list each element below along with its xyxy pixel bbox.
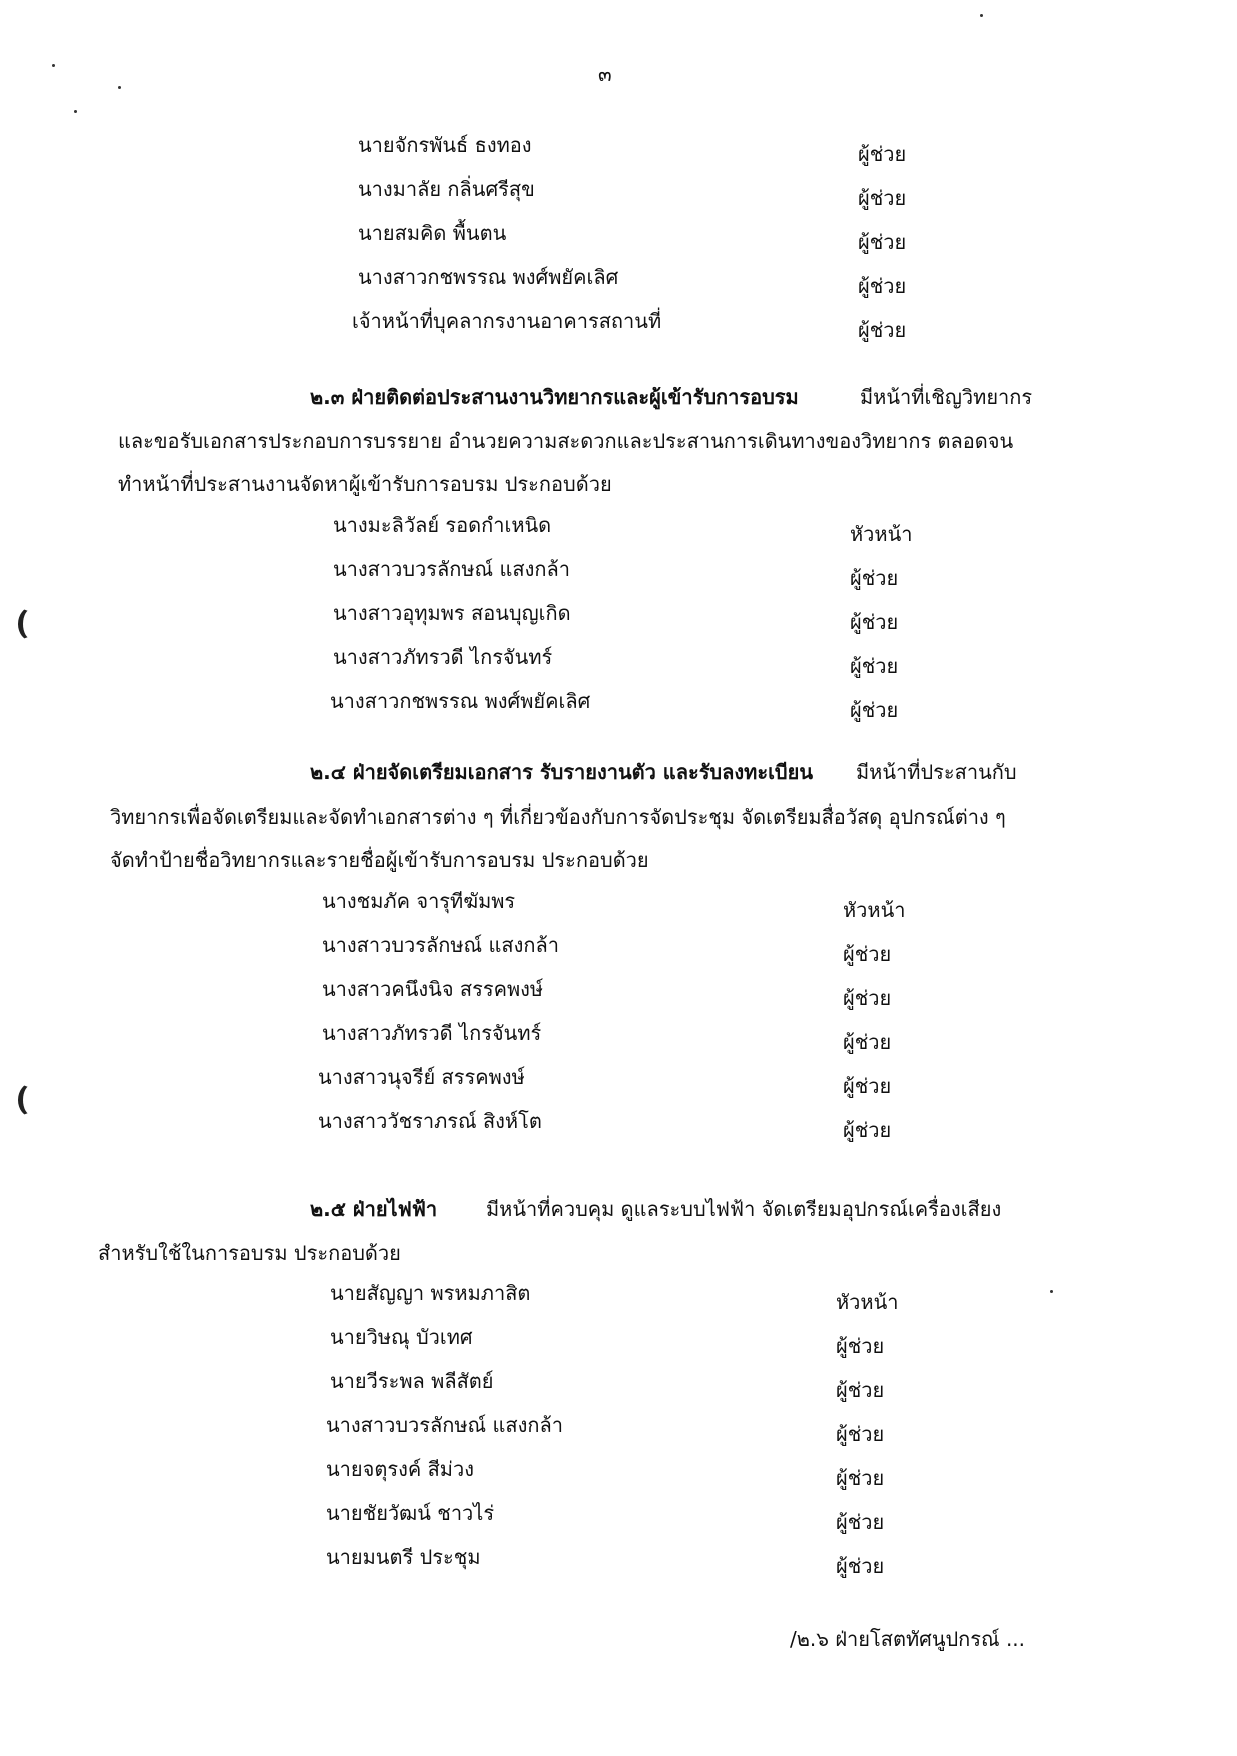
section-text: มีหน้าที่เชิญวิทยากร [860, 385, 1033, 409]
member-role: หัวหน้า [850, 522, 913, 546]
member-name: นางสาวบวรลักษณ์ แสงกล้า [322, 933, 559, 957]
member-name: นางสาวกชพรรณ พงศ์พยัคเลิศ [330, 689, 591, 713]
scan-speck [980, 14, 983, 17]
member-name: นางมะลิวัลย์ รอดกำเหนิด [333, 513, 552, 537]
scan-speck [74, 110, 77, 113]
member-name: นางสาววัชราภรณ์ สิงห์โต [318, 1109, 542, 1133]
member-name: นางสาวภัทรวดี ไกรจันทร์ [322, 1021, 542, 1045]
member-name: นายชัยวัฒน์ ชาวไร่ [326, 1501, 495, 1525]
section-text: วิทยากรเพื่อจัดเตรียมและจัดทำเอกสารต่าง ๆ ที่เกี่ยวข้องกับการจัดประชุม จัดเตรียมสื่อวัสดุ อุปกรณ์ต่าง ๆ [110, 805, 1006, 829]
member-role: ผู้ช่วย [850, 698, 899, 722]
member-name: นายวีระพล พลีสัตย์ [330, 1369, 494, 1393]
section-text: ทำหน้าที่ประสานงานจัดหาผู้เข้ารับการอบรม ประกอบด้วย [118, 472, 612, 496]
member-role: หัวหน้า [836, 1290, 899, 1314]
page-number: ๓ [598, 62, 612, 86]
member-role: ผู้ช่วย [836, 1422, 885, 1446]
member-name: นายจตุรงค์ สีม่วง [326, 1457, 474, 1481]
scan-speck [52, 64, 55, 67]
member-role: ผู้ช่วย [836, 1510, 885, 1534]
member-name: นางมาลัย กลิ่นศรีสุข [358, 177, 535, 201]
member-name: นายสมคิด พื้นตน [358, 221, 507, 245]
member-name: นายวิษณุ บัวเทศ [330, 1325, 473, 1349]
member-name: นางสาวกชพรรณ พงศ์พยัคเลิศ [358, 265, 619, 289]
member-role: ผู้ช่วย [836, 1554, 885, 1578]
section-text: สำหรับใช้ในการอบรม ประกอบด้วย [98, 1241, 401, 1265]
member-role: ผู้ช่วย [843, 986, 892, 1010]
member-role: ผู้ช่วย [858, 274, 907, 298]
member-name: นางสาวคนึงนิจ สรรคพงษ์ [322, 977, 544, 1001]
member-role: หัวหน้า [843, 898, 906, 922]
member-name: นายสัญญา พรหมภาสิต [330, 1281, 531, 1305]
member-name: นางสาวอุทุมพร สอนบุญเกิด [333, 601, 571, 625]
section-text: มีหน้าที่ควบคุม ดูแลระบบไฟฟ้า จัดเตรียมอุปกรณ์เครื่องเสียง [486, 1197, 1002, 1221]
member-name: นางชมภัค จารุทีฆัมพร [322, 889, 516, 913]
member-role: ผู้ช่วย [850, 654, 899, 678]
member-role: ผู้ช่วย [843, 1118, 892, 1142]
member-name: นายมนตรี ประชุม [326, 1545, 481, 1569]
member-name: เจ้าหน้าที่บุคลากรงานอาคารสถานที่ [352, 309, 662, 333]
member-role: ผู้ช่วย [858, 318, 907, 342]
member-role: ผู้ช่วย [850, 610, 899, 634]
member-role: ผู้ช่วย [858, 142, 907, 166]
member-role: ผู้ช่วย [858, 186, 907, 210]
punch-hole-mark [18, 607, 45, 641]
member-role: ผู้ช่วย [850, 566, 899, 590]
member-name: นางสาวนุจรีย์ สรรคพงษ์ [318, 1065, 525, 1089]
member-role: ผู้ช่วย [858, 230, 907, 254]
member-name: นางสาวบวรลักษณ์ แสงกล้า [326, 1413, 563, 1437]
section-text: มีหน้าที่ประสานกับ [856, 760, 1017, 784]
member-role: ผู้ช่วย [836, 1466, 885, 1490]
member-role: ผู้ช่วย [836, 1378, 885, 1402]
member-role: ผู้ช่วย [836, 1334, 885, 1358]
section-heading-2-3: ๒.๓ ฝ่ายติดต่อประสานงานวิทยากรและผู้เข้ารับการอบรม [310, 385, 799, 409]
member-name: นางสาวบวรลักษณ์ แสงกล้า [333, 557, 570, 581]
scan-speck [118, 86, 121, 89]
section-text: จัดทำป้ายชื่อวิทยากรและรายชื่อผู้เข้ารับการอบรม ประกอบด้วย [110, 848, 649, 872]
member-role: ผู้ช่วย [843, 942, 892, 966]
continuation-footer: /๒.๖ ฝ่ายโสตทัศนูปกรณ์ ... [790, 1627, 1026, 1651]
section-heading-2-5: ๒.๕ ฝ่ายไฟฟ้า [310, 1197, 438, 1221]
member-role: ผู้ช่วย [843, 1030, 892, 1054]
member-role: ผู้ช่วย [843, 1074, 892, 1098]
section-text: และขอรับเอกสารประกอบการบรรยาย อำนวยความสะดวกและประสานการเดินทางของวิทยากร ตลอดจน [118, 429, 1014, 453]
section-heading-2-4: ๒.๔ ฝ่ายจัดเตรียมเอกสาร รับรายงานตัว และรับลงทะเบียน [310, 760, 813, 784]
member-name: นางสาวภัทรวดี ไกรจันทร์ [333, 645, 553, 669]
scan-speck [1050, 1290, 1053, 1293]
member-name: นายจักรพันธ์ ธงทอง [358, 133, 532, 157]
punch-hole-mark [18, 1083, 45, 1117]
